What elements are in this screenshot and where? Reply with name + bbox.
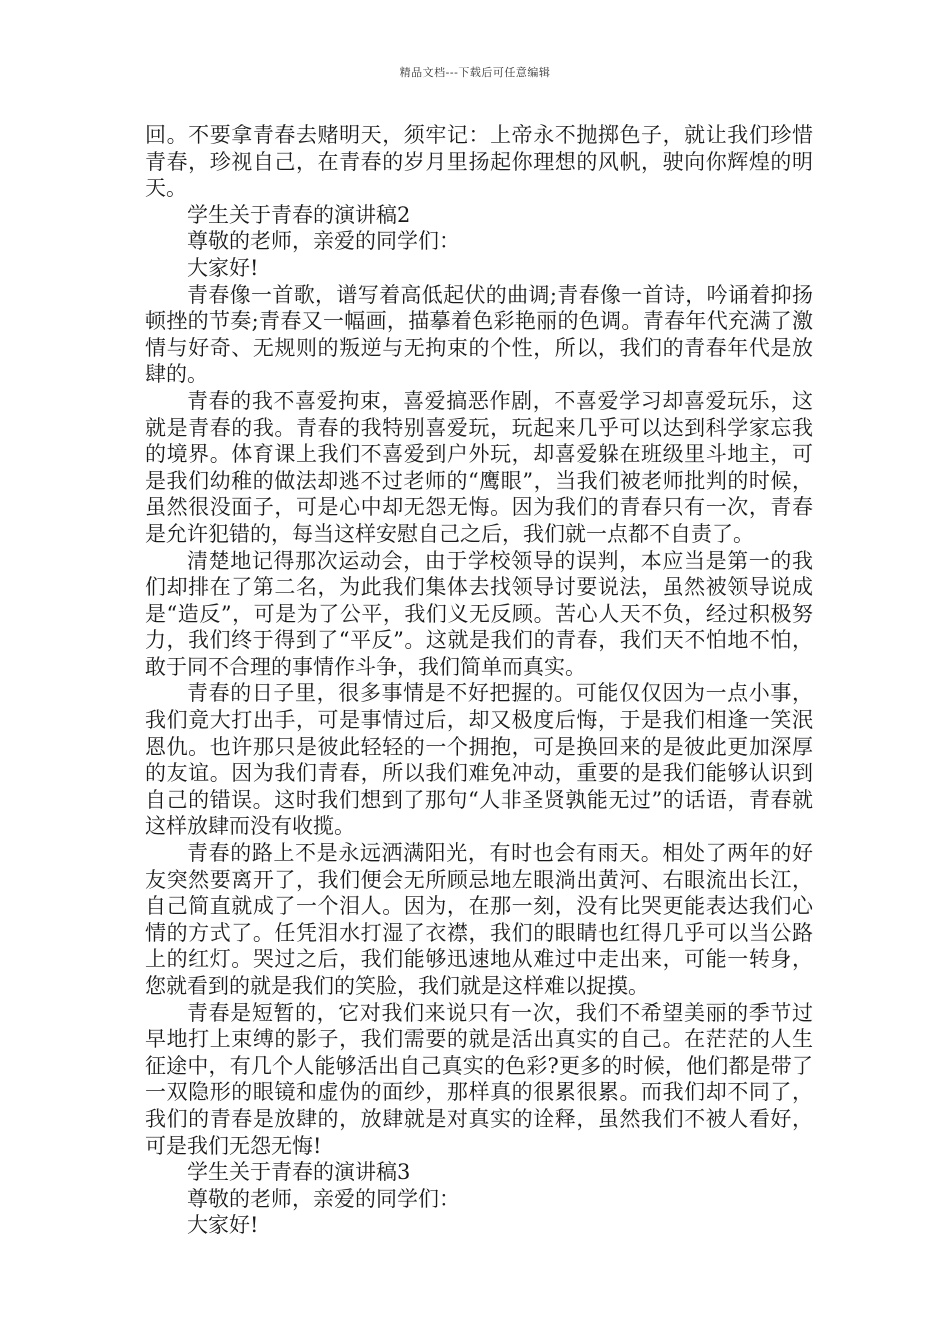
- greeting: 大家好!: [187, 255, 259, 280]
- page-header: 精品文档---下载后可任意编辑: [399, 66, 551, 79]
- section-title-speech-3: 学生关于青春的演讲稿3: [187, 1160, 411, 1185]
- salutation: 尊敬的老师，亲爱的同学们：: [187, 1186, 460, 1211]
- salutation: 尊敬的老师，亲爱的同学们：: [187, 229, 460, 254]
- paragraph: 青春的我不喜爱拘束，喜爱搞恶作剧，不喜爱学习却喜爱玩乐，这就是青春的我。青春的我特别喜爱玩，玩起来几乎可以达到科学家忘我的境界。体育课上我们不喜爱到户外玩，却喜爱躲在班级里斗地主，可是我们幼稚的做法却逃不过老师的“鹰眼”，当我们被老师批判的时候，虽然很没面子，可是心中却无怨无悔。因为我们的青春只有一次，青春是允许犯错的，每当这样安慰自己之后，我们就一点都不自责了。: [145, 388, 813, 546]
- greeting: 大家好!: [187, 1213, 259, 1238]
- document-body: [145, 122, 813, 1239]
- paragraph: 青春像一首歌，谱写着高低起伏的曲调;青春像一首诗，吟诵着抑扬顿挫的节奏;青春又一幅画，描摹着色彩艳丽的色调。青春年代充满了激情与好奇、无规则的叛逆与无拘束的个性，所以，我们的青春年代是放肆的。: [145, 282, 813, 387]
- paragraph-continuation: 回。不要拿青春去赌明天，须牢记：上帝永不抛掷色子，就让我们珍惜青春，珍视自己，在青春的岁月里扬起你理想的风帆，驶向你辉煌的明天。: [145, 123, 813, 201]
- section-title-speech-2: 学生关于青春的演讲稿2: [187, 202, 411, 227]
- paragraph: 青春是短暂的，它对我们来说只有一次，我们不希望美丽的季节过早地打上束缚的影子，我们需要的就是活出真实的自己。在茫茫的人生征途中，有几个人能够活出自己真实的色彩?更多的时候，他们都是带了一双隐形的眼镜和虚伪的面纱，那样真的很累很累。而我们却不同了，我们的青春是放肆的，放肆就是对真实的诠释，虽然我们不被人看好，可是我们无怨无悔!: [145, 1000, 813, 1158]
- paragraph: 青春的路上不是永远洒满阳光，有时也会有雨天。相处了两年的好友突然要离开了，我们便会无所顾忌地左眼淌出黄河、右眼流出长江，自己简直就成了一个泪人。因为，在那一刻，没有比哭更能表达我们心情的方式了。任凭泪水打湿了衣襟，我们的眼睛也红得几乎可以当公路上的红灯。哭过之后，我们能够迅速地从难过中走出来，可能一转身，您就看到的就是我们的笑脸，我们就是这样难以捉摸。: [145, 841, 813, 998]
- paragraph: 清楚地记得那次运动会，由于学校领导的误判，本应当是第一的我们却排在了第二名，为此我们集体去找领导讨要说法，虽然被领导说成是“造反”，可是为了公平，我们义无反顾。苦心人天不负，经过积极努力，我们终于得到了“平反”。这就是我们的青春，我们天不怕地不怕，敢于同不合理的事情作斗争，我们简单而真实。: [145, 548, 813, 679]
- paragraph: 青春的日子里，很多事情是不好把握的。可能仅仅因为一点小事，我们竟大打出手，可是事情过后，却又极度后悔，于是我们相逢一笑泯恩仇。也许那只是彼此轻轻的一个拥抱，可是换回来的是彼此更加深厚的友谊。因为我们青春，所以我们难免冲动，重要的是我们能够认识到自己的错误。这时我们想到了那句“人非圣贤孰能无过”的话语，青春就这样放肆而没有收揽。: [145, 681, 813, 839]
